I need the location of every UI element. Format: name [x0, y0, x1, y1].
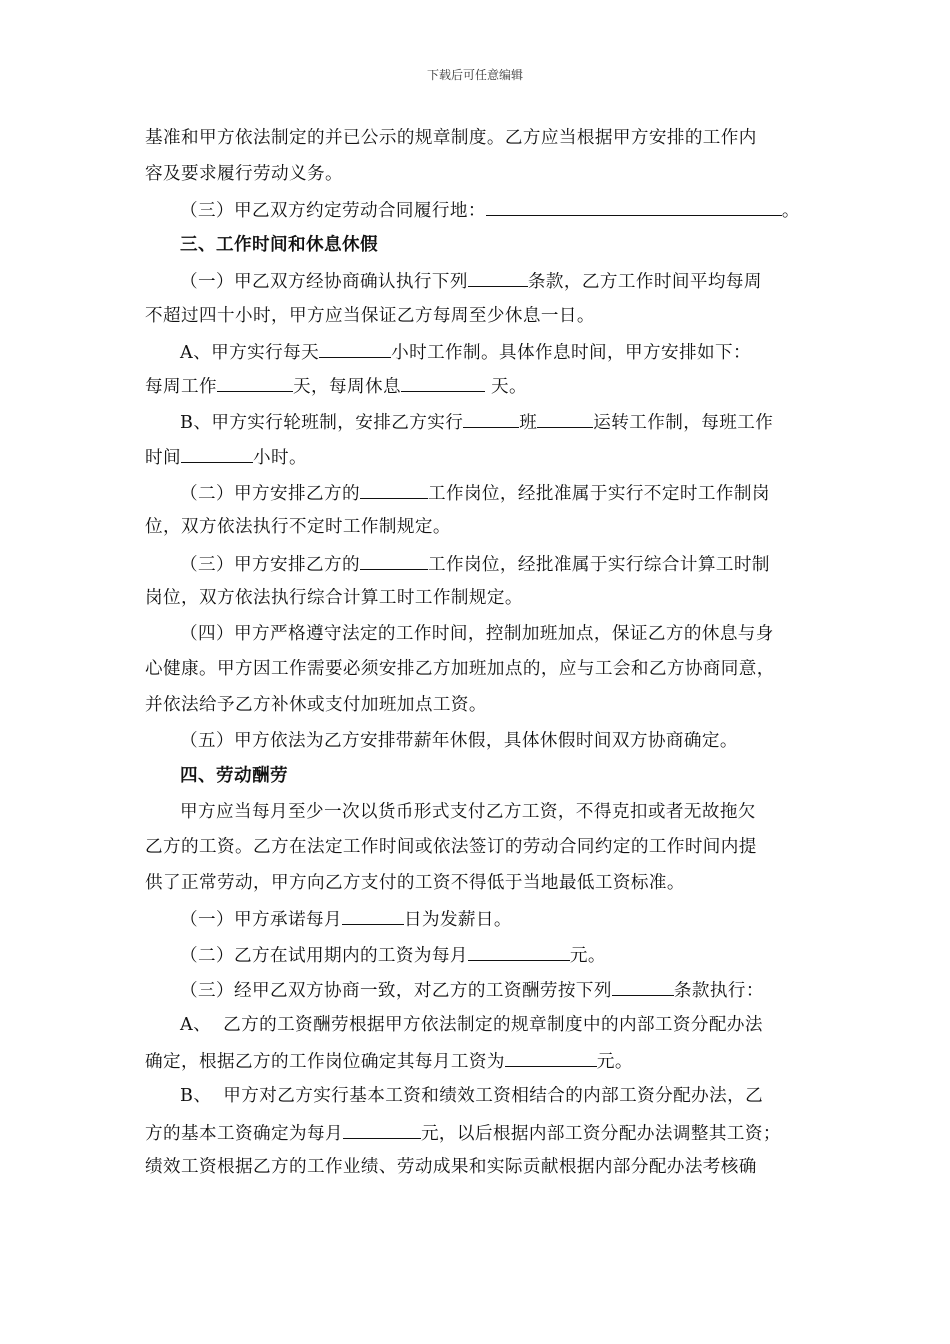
text-line: 确定，根据乙方的工作岗位确定其每月工资为 元。 — [145, 1048, 633, 1074]
text-line: 时间 小时。 — [145, 444, 307, 470]
fill-blank[interactable] — [468, 268, 528, 287]
fill-blank[interactable] — [468, 942, 570, 961]
fill-blank[interactable] — [463, 409, 519, 428]
text-line: 岗位，双方依法执行综合计算工时工作制规定。 — [145, 588, 523, 608]
text-line: （二）乙方在试用期内的工资为每月 元。 — [180, 942, 606, 968]
text-line: （二）甲方安排乙方的 工作岗位，经批准属于实行不定时工作制岗 — [180, 480, 770, 506]
section-heading: 三、工作时间和休息休假 — [180, 234, 378, 255]
fill-blank[interactable] — [486, 197, 782, 216]
text-line: 乙方的工资。乙方在法定工作时间或依法签订的劳动合同约定的工作时间内提 — [145, 837, 757, 857]
fill-blank[interactable] — [217, 373, 293, 392]
text-line: B、 甲方对乙方实行基本工资和绩效工资相结合的内部工资分配办法，乙 — [180, 1086, 764, 1106]
text-line: A、甲方实行每天 小时工作制。具体作息时间，甲方安排如下： — [180, 339, 751, 365]
text-line: 不超过四十小时，甲方应当保证乙方每周至少休息一日。 — [145, 306, 595, 326]
fill-blank[interactable] — [612, 977, 674, 996]
text-line: 甲方应当每月至少一次以货币形式支付乙方工资，不得克扣或者无故拖欠 — [180, 802, 756, 822]
fill-blank[interactable] — [319, 339, 391, 358]
fill-blank[interactable] — [537, 409, 593, 428]
fill-blank[interactable] — [343, 1120, 421, 1139]
fill-blank[interactable] — [505, 1048, 597, 1067]
text-line: （三）经甲乙双方协商一致，对乙方的工资酬劳按下列 条款执行： — [180, 977, 764, 1003]
page-header: 下载后可任意编辑 — [426, 68, 523, 82]
fill-blank[interactable] — [360, 480, 428, 499]
text-line: 方的基本工资确定为每月 元，以后根据内部工资分配办法调整其工资； — [145, 1120, 781, 1146]
text-line: （一）甲乙双方经协商确认执行下列 条款，乙方工作时间平均每周 — [180, 268, 762, 294]
text-line: 位，双方依法执行不定时工作制规定。 — [145, 517, 451, 537]
text-line: 心健康。甲方因工作需要必须安排乙方加班加点的，应与工会和乙方协商同意， — [145, 659, 775, 679]
text-line: （三）甲方安排乙方的 工作岗位，经批准属于实行综合计算工时制 — [180, 551, 770, 577]
text-line: （四）甲方严格遵守法定的工作时间，控制加班加点，保证乙方的休息与身 — [180, 624, 774, 644]
text-line: （一）甲方承诺每月 日为发薪日。 — [180, 906, 512, 932]
text-line: 容及要求履行劳动义务。 — [145, 164, 343, 184]
fill-blank[interactable] — [401, 373, 485, 392]
fill-blank[interactable] — [181, 444, 253, 463]
text-line: （五）甲方依法为乙方安排带薪年休假，具体休假时间双方协商确定。 — [180, 731, 738, 751]
text-line: 供了正常劳动，甲方向乙方支付的工资不得低于当地最低工资标准。 — [145, 873, 685, 893]
text-line: （三）甲乙双方约定劳动合同履行地： 。 — [180, 197, 800, 223]
fill-blank[interactable] — [360, 551, 428, 570]
section-heading: 四、劳动酬劳 — [180, 765, 288, 786]
text-line: 绩效工资根据乙方的工作业绩、劳动成果和实际贡献根据内部分配办法考核确 — [145, 1157, 757, 1177]
text-line: 每周工作 天，每周休息 天。 — [145, 373, 527, 399]
text-line: B、甲方实行轮班制，安排乙方实行 班 运转工作制，每班工作 — [180, 409, 773, 435]
text-line: 并依法给予乙方补休或支付加班加点工资。 — [145, 695, 487, 715]
text-line: A、 乙方的工资酬劳根据甲方依法制定的规章制度中的内部工资分配办法 — [180, 1015, 763, 1035]
fill-blank[interactable] — [342, 906, 404, 925]
text-line: 基准和甲方依法制定的并已公示的规章制度。乙方应当根据甲方安排的工作内 — [145, 128, 757, 148]
